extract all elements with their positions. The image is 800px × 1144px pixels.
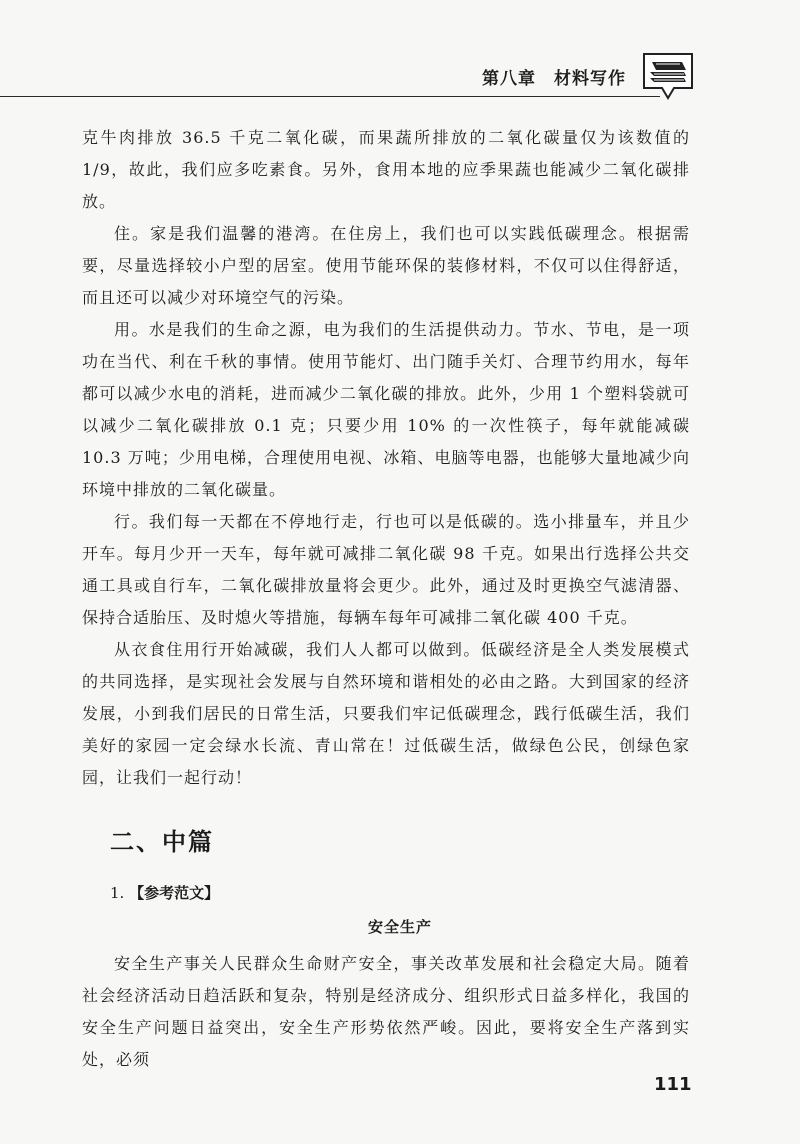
subheading bbox=[110, 882, 219, 903]
chapter-title: 第八章 材料写作 bbox=[482, 69, 626, 89]
paragraph-usage: 用。水是我们的生命之源，电为我们的生活提供动力。节水、节电，是一项功在当代、利在千秋的事情。使用节能灯、出门随手关灯、合理节约用水，每年都可以减少水电的消耗，进而减少二氧化碳的排放。此外，少用 1 个塑料袋就可以减少二氧化碳排放 0.1 克；只要少用 10% 的一次性筷子，每年就能减碳 10.3 万吨；少用电梯，合理使用电视、冰箱、电脑等电器，也能够大量地减少向环境中排放的二氧化碳量。 bbox=[82, 320, 690, 499]
page-header bbox=[0, 0, 800, 100]
subheading-number: 1. bbox=[110, 884, 125, 902]
subheading-label: 【参考范文】 bbox=[129, 884, 220, 902]
essay-paragraph: 安全生产事关人民群众生命财产安全，事关改革发展和社会稳定大局。随着社会经济活动日趋活跃和复杂，特别是经济成分、组织形式日益多样化，我国的安全生产问题日益突出，安全生产形势依然严峻。因此，要将安全生产落到实处，必须 bbox=[82, 954, 690, 1069]
paragraph-food: 克牛肉排放 36.5 千克二氧化碳，而果蔬所排放的二氧化碳量仅为该数值的 1/9，故此，我们应多吃素食。另外，食用本地的应季果蔬也能减少二氧化碳排放。 bbox=[82, 128, 690, 211]
book-stack-icon bbox=[640, 50, 696, 100]
paragraph-conclusion: 从衣食住用行开始减碳，我们人人都可以做到。低碳经济是全人类发展模式的共同选择，是实现社会发展与自然环境和谐相处的必由之路。大到国家的经济发展，小到我们居民的日常生活，只要我们牢记低碳理念，践行低碳生活，我们美好的家园一定会绿水长流、青山常在！过低碳生活，做绿色公民，创绿色家园，让我们一起行动！ bbox=[82, 640, 690, 787]
essay-title: 安全生产 bbox=[367, 918, 432, 936]
essay-text bbox=[82, 948, 690, 1076]
header-rule bbox=[0, 96, 660, 97]
body-text bbox=[82, 122, 690, 794]
paragraph-housing: 住。家是我们温馨的港湾。在住房上，我们也可以实践低碳理念。根据需要，尽量选择较小户型的居室。使用节能环保的装修材料，不仅可以住得舒适，而且还可以减少对环境空气的污染。 bbox=[82, 224, 690, 307]
section-heading: 二、中篇 bbox=[110, 828, 214, 856]
page-number: 111 bbox=[654, 1074, 692, 1095]
paragraph-travel: 行。我们每一天都在不停地行走，行也可以是低碳的。选小排量车，并且少开车。每月少开一天车，每年就可减排二氧化碳 98 千克。如果出行选择公共交通工具或自行车，二氧化碳排放量将会更少。此外，通过及时更换空气滤清器、保持合适胎压、及时熄火等措施，每辆车每年可减排二氧化碳 400 千克。 bbox=[82, 512, 690, 627]
